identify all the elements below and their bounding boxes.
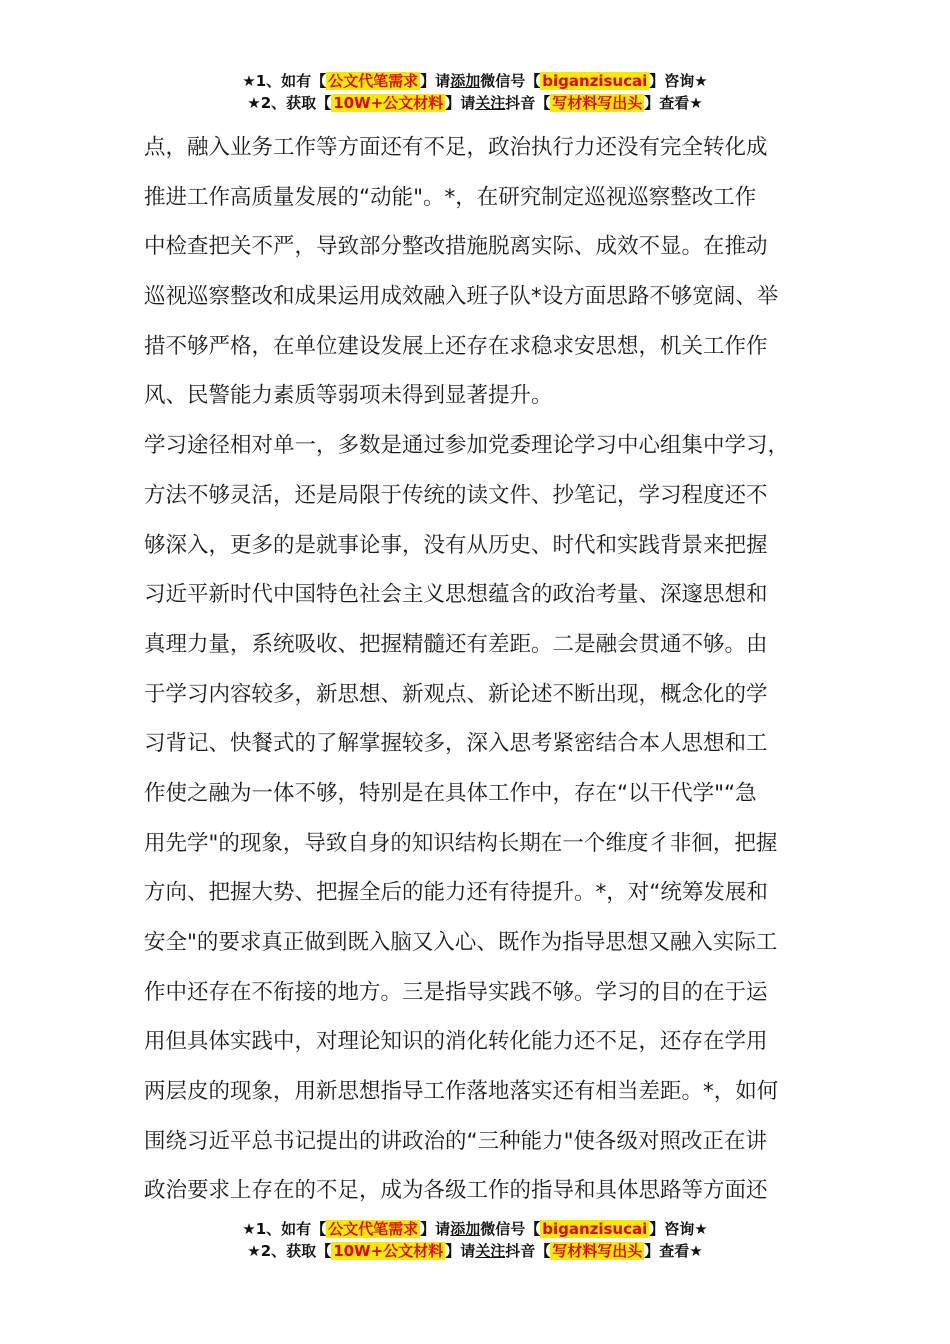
body-line: 风、民警能力素质等弱项未得到显著提升。 xyxy=(144,383,553,409)
footer-highlight-service: 公文代笔需求 xyxy=(328,1220,419,1238)
header-line-1-mid2: 微信号【 xyxy=(480,72,541,90)
header-underlined-add: 添加 xyxy=(450,72,481,90)
footer-line-1-prefix: ★1、如有【 xyxy=(242,1220,327,1238)
header-highlight-wechat: biganzisucai xyxy=(542,72,648,90)
header-line-2 xyxy=(0,92,950,114)
body-line: 推进工作高质量发展的“动能"。*，在研究制定巡视巡察整改工作 xyxy=(144,184,757,210)
footer-line-1-mid2: 微信号【 xyxy=(480,1220,541,1238)
footer-highlight-douyin: 写材料写出头 xyxy=(552,1242,643,1260)
body-line: 巡视巡察整改和成果运用成效融入班子队*设方面思路不够宽阔、举 xyxy=(144,284,779,310)
footer-underlined-follow: 关注 xyxy=(475,1242,506,1260)
footer-line-1 xyxy=(0,1218,950,1240)
body-line: 作使之融为一体不够，特别是在具体工作中，存在“以干代学"“急 xyxy=(144,780,757,806)
body-line: 真理力量，系统吸收、把握精髓还有差距。二是融会贯通不够。由 xyxy=(144,631,768,657)
header-underlined-follow: 关注 xyxy=(475,94,506,112)
footer-line-2-suffix: 】查看★ xyxy=(644,1242,703,1260)
footer-highlight-materials: 10W+公文材料 xyxy=(333,1242,444,1260)
document-body xyxy=(144,123,834,1216)
header-line-1-mid: 】请 xyxy=(420,72,451,90)
body-line: 中检查把关不严，导致部分整改措施脱离实际、成效不显。在推动 xyxy=(144,234,768,260)
body-line: 于学习内容较多，新思想、新观点、新论述不断出现，概念化的学 xyxy=(144,681,768,707)
body-line: 学习途径相对单一，多数是通过参加党委理论学习中心组集中学习， xyxy=(144,433,790,459)
footer-highlight-wechat: biganzisucai xyxy=(542,1220,648,1238)
body-line: 政治要求上存在的不足，成为各级工作的指导和具体思路等方面还 xyxy=(144,1178,768,1204)
body-line: 措不够严格，在单位建设发展上还存在求稳求安思想，机关工作作 xyxy=(144,333,768,359)
header-highlight-douyin: 写材料写出头 xyxy=(552,94,643,112)
body-line: 习近平新时代中国特色社会主义思想蕴含的政治考量、深邃思想和 xyxy=(144,582,768,608)
footer-banner xyxy=(0,1218,950,1262)
footer-line-2-mid: 】请 xyxy=(445,1242,476,1260)
header-line-2-mid2: 抖音【 xyxy=(505,94,551,112)
body-line: 作中还存在不衔接的地方。三是指导实践不够。学习的目的在于运 xyxy=(144,979,768,1005)
body-line: 习背记、快餐式的了解掌握较多，深入思考紧密结合本人思想和工 xyxy=(144,731,768,757)
footer-underlined-add: 添加 xyxy=(450,1220,481,1238)
header-line-1 xyxy=(0,70,950,92)
body-line: 两层皮的现象，用新思想指导工作落地落实还有相当差距。*，如何 xyxy=(144,1079,779,1105)
header-line-1-prefix: ★1、如有【 xyxy=(242,72,327,90)
body-line: 方向、把握大势、把握全后的能力还有待提升。*，对“统筹发展和 xyxy=(144,880,768,906)
footer-line-2 xyxy=(0,1240,950,1262)
header-banner xyxy=(0,70,950,114)
footer-line-2-mid2: 抖音【 xyxy=(505,1242,551,1260)
header-line-2-mid: 】请 xyxy=(445,94,476,112)
header-line-2-suffix: 】查看★ xyxy=(644,94,703,112)
header-highlight-service: 公文代笔需求 xyxy=(328,72,419,90)
body-line: 够深入，更多的是就事论事，没有从历史、时代和实践背景来把握 xyxy=(144,532,768,558)
body-line: 方法不够灵活，还是局限于传统的读文件、抄笔记，学习程度还不 xyxy=(144,482,768,508)
header-line-2-prefix: ★2、获取【 xyxy=(247,94,332,112)
body-line: 安全"的要求真正做到既入脑又入心、既作为指导思想又融入实际工 xyxy=(144,930,778,955)
body-line: 用先学"的现象，导致自身的知识结构长期在一个维度彳非徊，把握 xyxy=(144,830,778,856)
header-highlight-materials: 10W+公文材料 xyxy=(333,94,444,112)
footer-line-1-suffix: 】咨询★ xyxy=(649,1220,708,1238)
body-line: 点，融入业务工作等方面还有不足，政治执行力还没有完全转化成 xyxy=(144,135,768,160)
body-line: 用但具体实践中，对理论知识的消化转化能力还不足，还存在学用 xyxy=(144,1029,768,1055)
footer-line-2-prefix: ★2、获取【 xyxy=(247,1242,332,1260)
footer-line-1-mid: 】请 xyxy=(420,1220,451,1238)
header-line-1-suffix: 】咨询★ xyxy=(649,72,708,90)
body-line: 围绕习近平总书记提出的讲政治的“三种能力"使各级对照改正在讲 xyxy=(144,1128,768,1154)
